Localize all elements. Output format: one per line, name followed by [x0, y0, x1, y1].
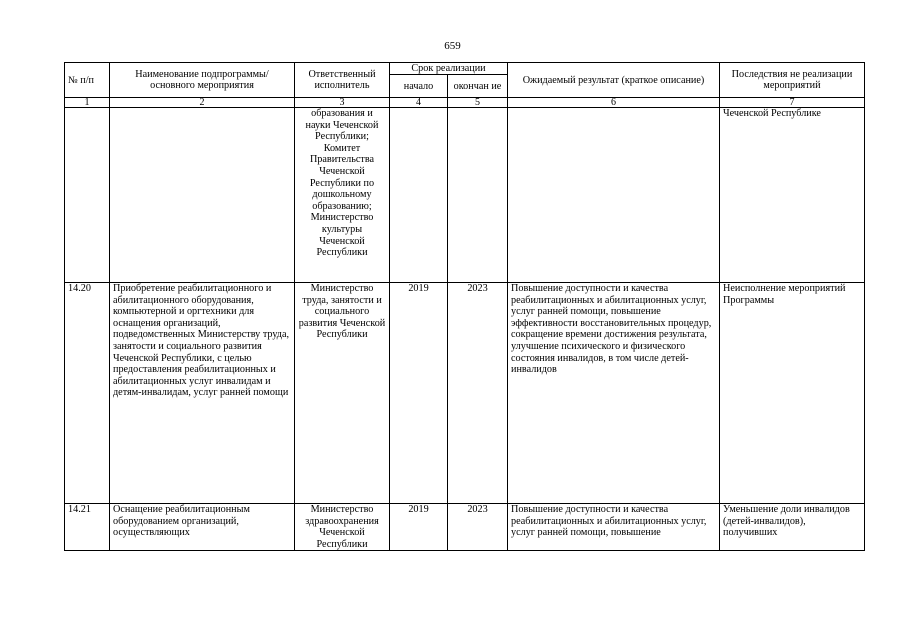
cell-consequences: Уменьшение доли инвалидов (детей-инвалидов), получивших — [720, 504, 865, 551]
header-start: начало — [390, 75, 448, 98]
cell-consequences: Неисполнение мероприятий Программы — [720, 283, 865, 504]
page-number: 659 — [444, 40, 461, 52]
cell-start: 2019 — [390, 283, 448, 504]
cell-executor: образования и науки Чеченской Республики; Комитет Правительства Чеченской Республики по дошкольному образованию; Министерство культуры Чеченской Республики — [295, 108, 390, 283]
cell-name — [110, 108, 295, 283]
cell-num — [65, 108, 110, 283]
header-end: окончан ие — [448, 75, 508, 98]
header-consequences: Последствия не реализации мероприятий — [720, 63, 865, 98]
column-number: 4 — [390, 98, 448, 108]
header-result: Ожидаемый результат (краткое описание) — [508, 63, 720, 98]
cell-executor: Министерство здравоохранения Чеченской Республики — [295, 504, 390, 551]
cell-executor: Министерство труда, занятости и социального развития Чеченской Республики — [295, 283, 390, 504]
header-num: № п/п — [65, 63, 110, 98]
column-number: 1 — [65, 98, 110, 108]
column-number: 6 — [508, 98, 720, 108]
cell-result: Повышение доступности и качества реабилитационных и абилитационных услуг, услуг ранней помощи, повышение эффективности восстановительных процедур, сокращение времени достижения результата, улучшение психического и физического состояния инвалидов, в том числе детей-инвалидов — [508, 283, 720, 504]
column-number-row — [65, 98, 865, 108]
table-row — [65, 504, 865, 551]
cell-start — [390, 108, 448, 283]
header-row-top — [65, 63, 865, 75]
cell-name: Оснащение реабилитационным оборудованием организаций, осуществляющих — [110, 504, 295, 551]
column-number: 7 — [720, 98, 865, 108]
header-executor: Ответственный исполнитель — [295, 63, 390, 98]
program-measures-table — [64, 62, 865, 551]
cell-name: Приобретение реабилитационного и абилитационного оборудования, компьютерной и оргтехники для оснащения организаций, подведомственных Министерству труда, занятости и социального развития Чеченской Республики, с целью предоставления реабилитационных и абилитационных услуг инвалидам и детям-инвалидам, услуг ранней помощи — [110, 283, 295, 504]
table-row-continuation — [65, 108, 865, 283]
column-number: 3 — [295, 98, 390, 108]
cell-result: Повышение доступности и качества реабилитационных и абилитационных услуг, услуг ранней помощи, повышение — [508, 504, 720, 551]
cell-end — [448, 108, 508, 283]
header-name: Наименование подпрограммы/ основного мероприятия — [110, 63, 295, 98]
column-number: 5 — [448, 98, 508, 108]
column-number: 2 — [110, 98, 295, 108]
cell-consequences: Чеченской Республике — [720, 108, 865, 283]
cell-end: 2023 — [448, 283, 508, 504]
header-period: Срок реализации — [390, 63, 508, 75]
table-row — [65, 283, 865, 504]
cell-result — [508, 108, 720, 283]
cell-start: 2019 — [390, 504, 448, 551]
cell-num: 14.20 — [65, 283, 110, 504]
cell-end: 2023 — [448, 504, 508, 551]
cell-num: 14.21 — [65, 504, 110, 551]
